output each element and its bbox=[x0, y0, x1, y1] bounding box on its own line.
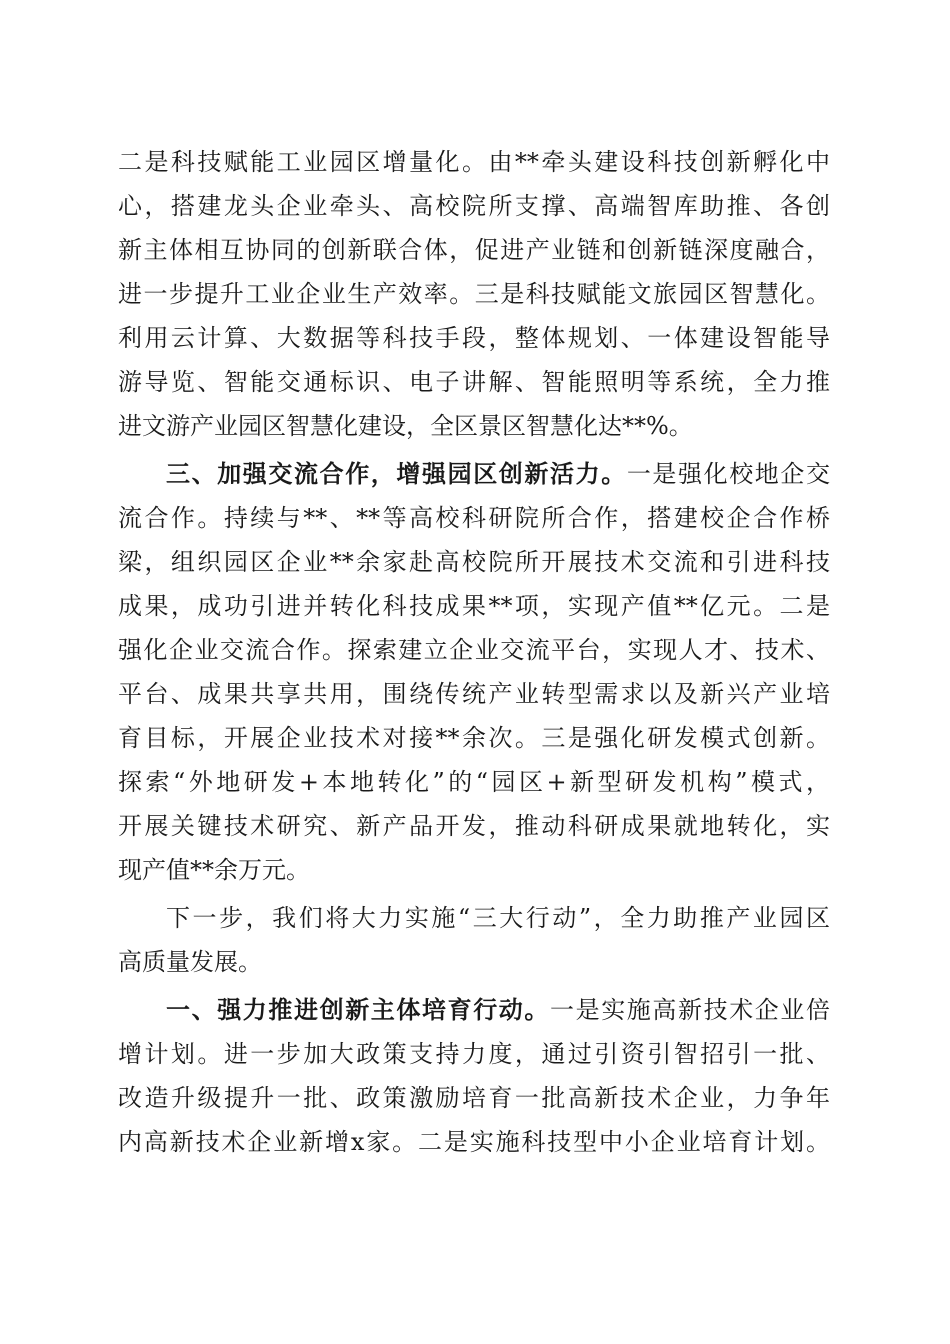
body-text-line: 探索“外地研发+本地转化”的“园区+新型研发机构”模式， bbox=[118, 768, 830, 796]
body-text-line: 进一步提升工业企业生产效率。三是科技赋能文旅园区智慧化。 bbox=[118, 280, 830, 308]
body-text-line: 强化企业交流合作。探索建立企业交流平台，实现人才、技术、 bbox=[118, 636, 830, 664]
body-text-line: 改造升级提升一批、政策激励培育一批高新技术企业，力争年 bbox=[118, 1084, 830, 1112]
body-text-line: 开展关键技术研究、新产品开发，推动科研成果就地转化，实 bbox=[118, 812, 830, 840]
body-text-line: 现产值**余万元。 bbox=[118, 856, 310, 884]
section-heading: 三、加强交流合作，增强园区创新活力。 bbox=[166, 460, 627, 488]
body-text-line: 游导览、智能交通标识、电子讲解、智能照明等系统，全力推 bbox=[118, 368, 830, 396]
heading-trailing-text: 一是强化校地企交 bbox=[626, 460, 831, 488]
body-text-line: 利用云计算、大数据等科技手段，整体规划、一体建设智能导 bbox=[118, 324, 830, 352]
body-text-line: 高质量发展。 bbox=[118, 948, 262, 976]
body-text-line: 进文游产业园区智慧化建设，全区景区智慧化达**%。 bbox=[118, 412, 693, 440]
section-heading: 一、强力推进创新主体培育行动。 bbox=[166, 996, 550, 1024]
section-heading-line bbox=[166, 995, 830, 1025]
body-text-line: 梁，组织园区企业**余家赴高校院所开展技术交流和引进科技 bbox=[118, 548, 830, 576]
heading-trailing-text: 一是实施高新技术企业倍 bbox=[550, 996, 830, 1024]
section-heading-line bbox=[166, 459, 830, 489]
body-text-line: 内高新技术企业新增x家。二是实施科技型中小企业培育计划。 bbox=[118, 1128, 830, 1156]
body-text-line: 平台、成果共享共用，围绕传统产业转型需求以及新兴产业培 bbox=[118, 680, 830, 708]
body-text-line: 二是科技赋能工业园区增量化。由**牵头建设科技创新孵化中 bbox=[118, 148, 830, 176]
body-text-line: 流合作。持续与**、**等高校科研院所合作，搭建校企合作桥 bbox=[118, 504, 830, 532]
body-text-line: 成果，成功引进并转化科技成果**项，实现产值**亿元。二是 bbox=[118, 592, 830, 620]
body-text-line: 新主体相互协同的创新联合体，促进产业链和创新链深度融合， bbox=[118, 236, 830, 264]
body-text-line: 心，搭建龙头企业牵头、高校院所支撑、高端智库助推、各创 bbox=[118, 192, 830, 220]
body-text-line: 增计划。进一步加大政策支持力度，通过引资引智招引一批、 bbox=[118, 1040, 830, 1068]
body-text-line: 下一步，我们将大力实施“三大行动”，全力助推产业园区 bbox=[166, 904, 830, 932]
body-text-line: 育目标，开展企业技术对接**余次。三是强化研发模式创新。 bbox=[118, 724, 830, 752]
